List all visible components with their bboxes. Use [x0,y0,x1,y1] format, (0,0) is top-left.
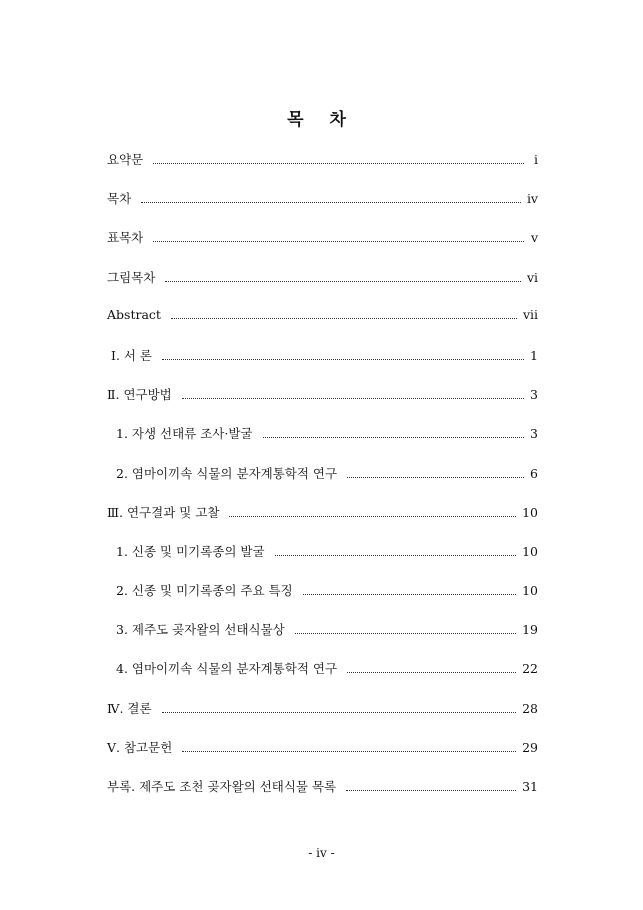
toc-page-number: 6 [530,465,538,481]
toc-page-number: 3 [530,426,538,442]
page-footer-number: - iv - [308,846,335,860]
toc-page-number: i [534,152,538,167]
toc-entry-label: 그림목차 [107,269,156,285]
toc-entry-section-3-1[interactable] [107,542,538,581]
toc-entry-section-3-4[interactable] [107,659,538,698]
toc-entry-label: 2. 염마이끼속 식물의 분자계통학적 연구 [116,465,338,481]
dot-leader [162,711,517,713]
toc-entry-section-2-1[interactable] [107,424,538,463]
dot-leader [165,280,521,282]
toc-entry-label: Abstract [107,306,161,322]
toc-page-number: 28 [522,700,538,716]
dot-leader [303,593,516,595]
dot-leader [153,162,524,164]
toc-entry-contents[interactable] [107,189,538,228]
toc-entry-label: 2. 신종 및 미기록종의 주요 특징 [116,583,293,599]
toc-entry-label: 1. 신종 및 미기록종의 발굴 [116,543,265,559]
toc-page-number: 31 [522,779,538,794]
toc-entry-label: 표목차 [107,230,144,246]
toc-entry-label: Ⅳ. 결론 [107,700,152,716]
toc-entry-label: 3. 제주도 곶자왈의 선태식물상 [116,622,285,638]
toc-page-number: 29 [522,739,538,755]
dot-leader [153,240,524,242]
dot-leader [182,750,516,752]
dot-leader [346,789,516,791]
toc-page-number: vi [526,269,538,285]
toc-entry-label: Ⅱ. 연구방법 [107,387,172,403]
table-of-contents [107,150,538,816]
toc-entry-label: 4. 염마이끼속 식물의 분자계통학적 연구 [116,661,338,677]
toc-entry-list-of-figures[interactable] [107,268,538,307]
dot-leader [275,554,517,556]
toc-page-number: 10 [522,543,538,559]
toc-page-number: v [530,230,538,246]
dot-leader [347,671,516,673]
toc-entry-abstract[interactable] [107,307,538,346]
toc-entry-chapter-1[interactable] [107,346,538,385]
toc-entry-label: 1. 자생 선태류 조사·발굴 [116,426,253,442]
toc-entry-section-2-2[interactable] [107,464,538,503]
toc-entry-label: Ⅲ. 연구결과 및 고찰 [107,504,220,520]
toc-page-number: 10 [522,583,538,599]
toc-entry-chapter-4[interactable] [107,699,538,738]
toc-page-number: 19 [522,622,538,638]
page-title: 목 차 [287,110,356,130]
toc-page-number: 10 [522,504,538,520]
toc-page-number: iv [526,191,538,207]
toc-entry-summary[interactable] [107,150,538,189]
toc-entry-appendix[interactable] [107,777,538,816]
toc-entry-label: Ⅴ. 참고문헌 [107,739,173,755]
dot-leader [171,317,517,319]
toc-entry-label: 목차 [107,191,132,207]
toc-page-number: 1 [530,347,538,363]
toc-entry-label: Ⅰ. 서 론 [111,347,153,363]
dot-leader [347,476,524,478]
toc-entry-label: 부록. 제주도 조천 곶자왈의 선태식물 목록 [107,779,337,794]
toc-page-number: vii [522,306,538,322]
toc-page-number: 3 [530,387,538,403]
toc-entry-section-3-2[interactable] [107,581,538,620]
dot-leader [295,632,516,634]
toc-entry-chapter-3[interactable] [107,503,538,542]
toc-entry-list-of-tables[interactable] [107,228,538,267]
toc-entry-label: 요약문 [107,152,144,167]
toc-entry-chapter-2[interactable] [107,385,538,424]
toc-entry-chapter-5[interactable] [107,738,538,777]
toc-entry-section-3-3[interactable] [107,620,538,659]
dot-leader [162,358,524,360]
dot-leader [229,515,516,517]
dot-leader [263,436,525,438]
dot-leader [182,397,524,399]
dot-leader [141,201,521,203]
toc-page-number: 22 [522,661,538,677]
